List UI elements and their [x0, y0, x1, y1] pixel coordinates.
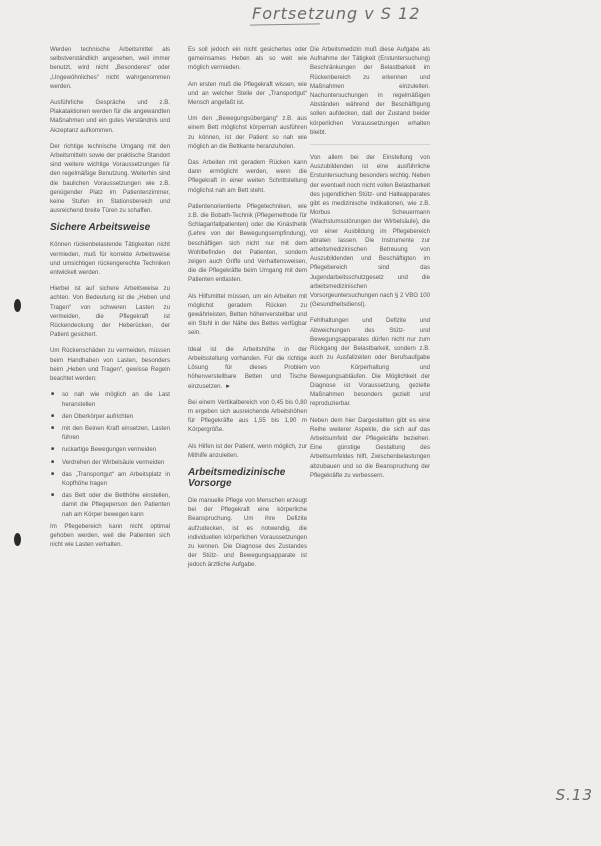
section-heading-arbeitsmedizinische-vorsorge: Arbeitsmedizinische Vorsorge [188, 466, 286, 489]
handwritten-page-number: S.13 [555, 786, 593, 804]
paragraph: Von allem bei der Einstellung von Auszubildenden ist eine ausführliche Erstuntersuchung besonders wichtig. Neben der eventuell noch nicht vollen Belastbarkeit des jugendlichen Stütz- und Halteapparates gibt es medizinische Indikationen, wie z.B. Morbus Scheuermann (Wachstumsstörungen der Wirbelsäule), die vor einer Ausbildung im Pflegebereich abraten lassen. Die Instrumente zur arbeitsmedizinischen Betreuung von Auszubildenden und Beschäftigten im Pflegebereich sind das Jugendarbeitsschutzgesetz und die arbeitsmedizinischen Vorsorgeuntersuchungen nach § 2 VBG 100 (Gesundheitsdienst). [310, 154, 430, 309]
paragraph: Im Pflegebereich kann nicht optimal gehoben werden, weil die Patienten sich nicht wie Lasten verhalten. [50, 522, 170, 549]
paragraph: Als Hilfen ist der Patient, wenn möglich, zur Mithilfe anzuleiten. [188, 442, 307, 459]
section-heading-sichere-arbeitsweise: Sichere Arbeitsweise [50, 222, 151, 234]
list-item: ■ so nah wie möglich an die Last heranstellen [50, 390, 170, 408]
paragraph: Ausführliche Gespräche und z.B. Plakataktionen werden für die angewandten Maßnahmen und ein gutes Verständnis und Akzeptanz aufkommen. [50, 99, 170, 134]
list-item: ■ das Bett oder die Betthöhe einstellen, damit die Pflegeperson den Patienten nah am Körper bewegen kann [50, 491, 170, 519]
list-item: ■ das „Transportgut“ am Arbeitsplatz in Kopfhöhe tragen [50, 470, 170, 488]
paragraph: Am ersten muß die Pflegekraft wissen, wie und an welcher Stelle der „Transportgut“ Mensch angefaßt ist. [188, 80, 307, 107]
divider [310, 144, 430, 145]
paragraph: Der richtige technische Umgang mit den Arbeitsmitteln sowie der praktische Standort sind weitere wichtige Voraussetzungen für den regelmäßige Benutzung. Weiterhin sind die baulichen Voraussetzungen wie z.B. genügender Platz im Patientenzimmer, keine Stufen im Stationsbereich und ausreichend breite Türen zu schaffen. [50, 142, 170, 215]
paragraph: Die manuelle Pflege von Menschen erzeugt bei der Pflegekraft eine körperliche Beanspruchung. Um ihre Defizite aufzudecken, ist es notwendig, die individuellen körperlichen Voraussetzungen zu kennen. Die Diagnose des Zustandes der Stütz- und Bewegungsapparate ist jedoch ärztliche Aufgabe. [188, 496, 307, 569]
paragraph: Das Arbeiten mit geradem Rücken kann dann ermöglicht werden, wenn die Pflegekraft in einer weiten Schrittstellung möglichst nah am Bett steht. [188, 159, 307, 194]
paragraph-text: Ideal ist die Arbeitshöhe in der Arbeitsstellung vorhanden. Für die richtige Lösung für dieses Problem höhenverstellbare Betten und Tische einzusetzen. [188, 345, 307, 390]
paragraph: Neben dem hier Dargestellten gibt es eine Reihe weiterer Aspekte, die sich auf das Arbeitsumfeld der Pflegekräfte beziehen. Eine günstige Gestaltung des Arbeitsumfeldes hilft, Zwischenbelastungen abzubauen und so die Beanspruchung der Pflegekräfte zu verbessern. [310, 416, 430, 479]
paragraph: Bei einem Vertikalbereich von 0,45 bis 0,80 m ergeben sich ausreichende Arbeitshöhen für Pflegekräfte aus 1,55 bis 1,90 m Körpergröße. [188, 398, 307, 434]
paragraph: Um den „Bewegungsübergang“ z.B. aus einem Bett möglichst körpernah ausführen zu können, ist der Patient so nah wie möglich an die Bettkante heranzuholen. [188, 115, 307, 150]
paragraph: Hierbei ist auf sichere Arbeitsweise zu achten. Von Bedeutung ist die „Heben und Tragen“ von schweren Lasten zu vermeiden, die Pflegekraft ist Rückendeckung der Heberücken, der Patient gesichert. [50, 285, 170, 339]
list-item: ■ Verdrehen der Wirbelsäule vermeiden [50, 458, 170, 467]
punch-hole-top [14, 299, 21, 312]
text-column-1 [50, 45, 170, 556]
text-column-3 [310, 45, 430, 487]
paragraph: Um Rückenschäden zu vermeiden, müssen beim Handhaben von Lasten, besonders beim „Heben und Tragen“, gewisse Regeln beachtet werden: [50, 347, 170, 383]
punch-hole-bottom [14, 533, 21, 546]
list-item: ■ mit den Beinen Kraft einsetzen, Lasten führen [50, 424, 170, 442]
paragraph: Als Hilfsmittel müssen, um ein Arbeiten mit möglichst geradem Rücken zu gewährleisten, Betten höhenverstellbar und ein Stuhl in der Nähe des Bettes verfügbar sein. [188, 292, 307, 337]
paragraph: Die Arbeitsmedizin muß diese Aufgabe als Aufnahme der Tätigkeit (Erstuntersuchung) Beschränkungen der Belastbarkeit im Rückenbereich zu erkennen und Maßnahmen einzuleiten. Nachuntersuchungen in regelmäßigen Abständen während der Beschäftigung sollen aufdecken, daß der Zustand beider körperlichen Voraussetzungen erhalten bleibt. [310, 46, 430, 136]
list-item: ■ ruckartige Bewegungen vermeiden [50, 445, 170, 454]
paragraph: Werden technische Arbeitsmittel als selbstverständlich angesehen, weil immer benutzt, wird nicht „Besonderes“ oder „Ungewöhnliches“ nicht wahrgenommen werden. [50, 46, 170, 90]
text-column-2 [188, 45, 307, 577]
list-item: ■ den Oberkörper aufrichten [50, 412, 170, 421]
paragraph: Fehlhaltungen und Defizite und Abweichungen des Stütz- und Bewegungsapparates dürfen nicht nur zum Rückgang der Belastbarkeit, sondern z.B. auch zu Ausfallzeiten oder Berufsaufgabe von Körperhaltung und Bewegungsabläufen. Die Möglichkeit der Diagnose ist Voraussetzung, gezielte Maßnahmen besonders gezielt und reproduzierbar. [310, 317, 430, 408]
handwritten-continuation-note: Fortsetzung v S 12 [252, 4, 421, 23]
handwritten-underline [250, 23, 320, 25]
continue-arrow-icon: ▸ [226, 382, 230, 390]
paragraph: Es soll jedoch ein nicht gesichertes oder gemeinsames Heben als so weit wie möglich vermieden. [188, 46, 307, 72]
paragraph [188, 345, 307, 391]
paragraph: Können rückenbelastende Tätigkeiten nicht vermieden, muß für korrekte Arbeitsweise und umsichtigen rückengerechte Techniken entwickelt werden. [50, 241, 170, 277]
rules-list [50, 390, 170, 518]
paragraph: Patientenorientierte Pflegetechniken, wie z.B. die Bobath-Technik (Pflegemethode für Schlaganfallpatienten) oder die Kinästhetik (Lehre von der Bewegungsempfindung), beschäftigen sich nicht nur mit dem Wohlbefinden der Patienten, sondern zeigen auch Griffe und Verhaltensweisen, die die Pflegekräfte beim Umgang mit dem Patienten entlasten. [188, 202, 307, 284]
